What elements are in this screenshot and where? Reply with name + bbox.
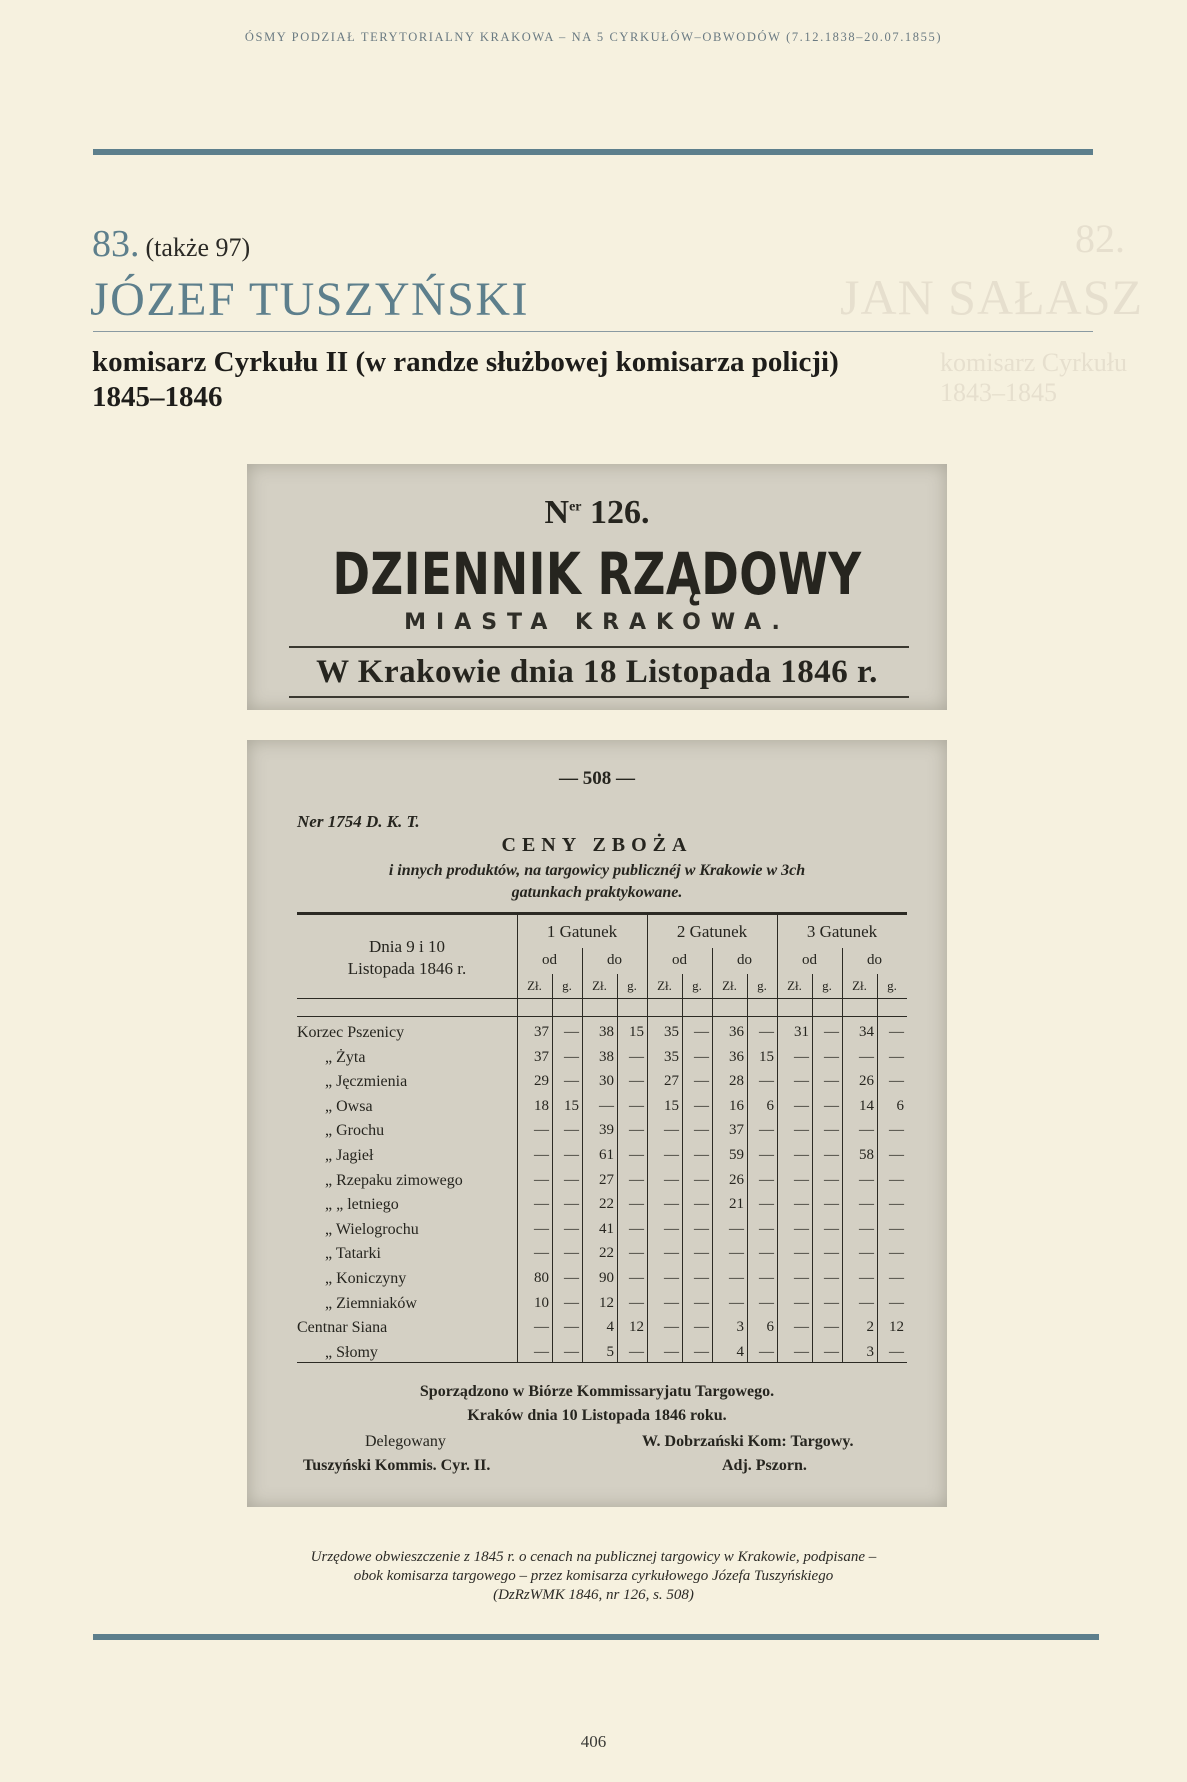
product-name: „ Grochu xyxy=(325,1122,385,1140)
table-cell: — xyxy=(564,1319,579,1336)
table-cell: — xyxy=(664,1343,679,1360)
grade-header: 1 Gatunek xyxy=(546,922,618,941)
table-cell: 16 xyxy=(729,1097,744,1114)
masthead-rule xyxy=(289,646,909,648)
table-cell: — xyxy=(534,1319,549,1336)
table-cell: — xyxy=(694,1220,709,1237)
table-cell: — xyxy=(694,1048,709,1065)
table-cell: — xyxy=(794,1270,809,1286)
notice-title: CENY ZBOŻA xyxy=(501,834,693,856)
table-cell: — xyxy=(629,1196,644,1213)
table-cell: — xyxy=(694,1122,709,1139)
table-cell: 61 xyxy=(599,1147,614,1163)
table-cell: — xyxy=(629,1245,644,1262)
from-header: od xyxy=(802,952,817,968)
table-cell: — xyxy=(824,1097,839,1114)
table-cell: 5 xyxy=(606,1343,614,1360)
table-cell: 37 xyxy=(729,1122,744,1139)
product-name: „ Owsa xyxy=(325,1097,373,1115)
table-cell: — xyxy=(759,1245,774,1262)
product-name: „ Żyta xyxy=(325,1048,366,1066)
table-cell: 15 xyxy=(664,1097,679,1114)
to-header: do xyxy=(737,952,752,968)
table-cell: — xyxy=(824,1073,839,1090)
table-cell: — xyxy=(534,1122,549,1139)
unit-g: g. xyxy=(562,978,572,993)
table-cell: — xyxy=(759,1294,774,1311)
table-rule xyxy=(297,998,907,999)
table-cell: — xyxy=(664,1171,679,1188)
entry-cross-reference: (także 97) xyxy=(145,233,251,262)
table-date-header: Dnia 9 i 10 Listopada 1846 r. xyxy=(347,937,467,978)
table-cell: 36 xyxy=(729,1048,744,1065)
table-cell: — xyxy=(824,1245,839,1262)
table-cell: — xyxy=(564,1270,579,1286)
figure-caption: Urzędowe obwieszczenie z 1845 r. o cenach na publicznej targowicy w Krakowie, podpisane – obok komisarza targowego – przez komisarza cyrkułowego Józefa Tuszyńskiego (DzRzWMK 1846, nr 126, s. 508) xyxy=(310,1549,877,1603)
adjunct-signature: Adj. Pszorn. xyxy=(722,1457,807,1474)
table-cell: — xyxy=(889,1270,904,1286)
unit-g: g. xyxy=(887,978,897,993)
table-cell: — xyxy=(629,1073,644,1090)
table-cell: — xyxy=(889,1196,904,1213)
table-cell: 38 xyxy=(599,1048,614,1065)
table-rule xyxy=(297,912,907,915)
bleed-through-name: JAN SAŁASZ xyxy=(840,269,1144,325)
table-cell: — xyxy=(564,1048,579,1065)
running-head: ÓSMY PODZIAŁ TERYTORIALNY KRAKOWA – NA 5 CYRKUŁÓW–OBWODÓW (7.12.1838–20.07.1855) xyxy=(244,30,943,44)
table-cell: — xyxy=(794,1220,809,1237)
unit-zl: Zł. xyxy=(592,978,607,993)
table-cell: — xyxy=(664,1196,679,1213)
unit-zl: Zł. xyxy=(787,978,802,993)
table-cell: — xyxy=(859,1122,874,1139)
notice-subtitle: gatunkach praktykowane. xyxy=(511,884,683,901)
notice-subtitle: i innych produktów, na targowicy publicznéj w Krakowie w 3ch xyxy=(388,862,806,879)
table-cell: 35 xyxy=(664,1024,679,1040)
product-name: „ Koniczyny xyxy=(325,1270,407,1287)
table-cell: 14 xyxy=(859,1097,874,1114)
table-cell: — xyxy=(729,1294,744,1311)
newspaper-title: DZIENNIK RZĄDOWY xyxy=(332,540,862,608)
table-cell: 37 xyxy=(534,1048,549,1065)
person-role: komisarz Cyrkułu II (w randze służbowej komisarza policji) xyxy=(92,346,839,378)
table-cell: 2 xyxy=(866,1319,874,1336)
table-cell: — xyxy=(629,1270,644,1286)
table-cell: 27 xyxy=(599,1171,614,1188)
product-name: „ Tatarki xyxy=(325,1245,381,1263)
table-cell: 35 xyxy=(664,1048,679,1065)
product-name: „ Jagieł xyxy=(325,1147,374,1164)
table-cell: — xyxy=(534,1343,549,1360)
table-cell: — xyxy=(759,1270,774,1286)
table-cell: 15 xyxy=(564,1097,579,1114)
table-cell: — xyxy=(859,1245,874,1262)
to-header: do xyxy=(607,952,622,968)
table-cell: — xyxy=(629,1147,644,1163)
table-cell: — xyxy=(694,1073,709,1090)
table-cell: 12 xyxy=(889,1319,904,1336)
table-cell: — xyxy=(859,1048,874,1065)
table-row-label xyxy=(297,1344,517,1369)
table-cell: — xyxy=(794,1343,809,1360)
table-cell: — xyxy=(889,1171,904,1188)
issue-number: $N^{er}$ 126. xyxy=(544,494,650,531)
table-cell: — xyxy=(759,1147,774,1163)
table-cell: — xyxy=(564,1245,579,1262)
table-cell: — xyxy=(534,1245,549,1262)
table-cell: — xyxy=(859,1196,874,1213)
table-cell: 21 xyxy=(729,1196,744,1213)
table-cell: — xyxy=(859,1220,874,1237)
table-row-label xyxy=(297,1319,517,1344)
table-row-label xyxy=(297,1073,517,1098)
table-cell: 58 xyxy=(859,1147,874,1163)
table-cell: 59 xyxy=(729,1147,744,1163)
unit-zl: Zł. xyxy=(657,978,672,993)
table-cell: — xyxy=(629,1097,644,1114)
table-cell: — xyxy=(794,1147,809,1163)
table-cell: — xyxy=(564,1220,579,1237)
table-cell: — xyxy=(889,1048,904,1065)
unit-g: g. xyxy=(822,978,832,993)
table-cell: — xyxy=(694,1196,709,1213)
table-cell: — xyxy=(629,1294,644,1311)
person-name: JÓZEF TUSZYŃSKI xyxy=(90,273,529,326)
table-cell: 6 xyxy=(766,1097,774,1114)
table-cell: — xyxy=(729,1245,744,1262)
masthead-rule xyxy=(289,696,909,698)
table-cell: — xyxy=(889,1024,904,1040)
table-row-label xyxy=(297,1147,517,1172)
table-cell: — xyxy=(534,1171,549,1188)
district-commissioner-signature: Tuszyński Kommis. Cyr. II. xyxy=(303,1457,491,1474)
table-cell: 10 xyxy=(534,1294,549,1311)
table-cell: — xyxy=(794,1048,809,1065)
table-cell: — xyxy=(629,1122,644,1139)
grade-header: 3 Gatunek xyxy=(806,922,878,941)
table-cell: — xyxy=(629,1343,644,1360)
table-cell: — xyxy=(759,1171,774,1188)
table-cell: — xyxy=(824,1147,839,1163)
table-row-label xyxy=(297,1270,517,1295)
table-cell: 12 xyxy=(629,1319,644,1336)
bleed-through-role: komisarz Cyrkułu xyxy=(940,348,1128,377)
table-row-label xyxy=(297,1221,517,1246)
table-cell: — xyxy=(889,1220,904,1237)
table-cell: 38 xyxy=(599,1024,614,1040)
table-cell: — xyxy=(824,1220,839,1237)
table-cell: — xyxy=(694,1245,709,1262)
table-cell: 90 xyxy=(599,1270,614,1286)
product-name: „ Wielogrochu xyxy=(325,1220,419,1238)
table-cell: — xyxy=(564,1024,579,1040)
table-cell: — xyxy=(534,1196,549,1213)
table-cell: — xyxy=(564,1196,579,1213)
table-cell: — xyxy=(794,1171,809,1188)
bleed-through-number: 82. xyxy=(1075,216,1125,261)
price-notice-scan xyxy=(247,740,947,1507)
table-cell: — xyxy=(759,1122,774,1139)
newspaper-subtitle: MIASTA KRAKOWA. xyxy=(404,610,790,635)
table-cell: 80 xyxy=(534,1270,549,1286)
table-cell: — xyxy=(564,1147,579,1163)
table-cell: — xyxy=(759,1220,774,1237)
table-cell: 4 xyxy=(606,1319,614,1336)
product-name: „ Rzepaku zimowego xyxy=(325,1171,463,1189)
product-name: „ Ziemniaków xyxy=(325,1294,417,1312)
table-cell: — xyxy=(694,1319,709,1336)
table-row-label xyxy=(297,1024,517,1049)
top-rule xyxy=(93,149,1093,155)
table-cell: — xyxy=(694,1270,709,1286)
table-cell: — xyxy=(794,1294,809,1311)
issue-place-date: Kraków dnia 10 Listopada 1846 roku. xyxy=(467,1407,727,1424)
entry-number: 83. xyxy=(92,223,140,265)
table-cell: 29 xyxy=(534,1073,549,1090)
unit-g: g. xyxy=(757,978,767,993)
table-cell: — xyxy=(664,1122,679,1139)
table-cell: — xyxy=(824,1171,839,1188)
table-cell: 6 xyxy=(766,1319,774,1336)
table-cell: — xyxy=(664,1245,679,1262)
table-cell: — xyxy=(824,1122,839,1139)
name-rule xyxy=(93,331,1093,332)
table-cell: — xyxy=(759,1343,774,1360)
table-row-label xyxy=(297,1049,517,1074)
bottom-rule xyxy=(93,1634,1099,1640)
table-row-label xyxy=(297,1245,517,1270)
table-cell: 39 xyxy=(599,1122,614,1139)
table-row-label xyxy=(297,1172,517,1197)
table-cell: — xyxy=(824,1048,839,1065)
delegate-label: Delegowany xyxy=(365,1433,446,1450)
table-cell: — xyxy=(759,1024,774,1040)
table-cell: — xyxy=(694,1294,709,1311)
product-name: Centnar Siana xyxy=(297,1319,388,1337)
table-cell: 18 xyxy=(534,1097,549,1114)
table-cell: — xyxy=(859,1270,874,1286)
table-cell: — xyxy=(859,1294,874,1311)
table-cell: 26 xyxy=(729,1171,744,1188)
table-cell: — xyxy=(694,1171,709,1188)
table-cell: 4 xyxy=(736,1343,744,1360)
page-number: 406 xyxy=(580,1732,607,1751)
to-header: do xyxy=(867,952,882,968)
table-cell: — xyxy=(664,1220,679,1237)
table-cell: 12 xyxy=(599,1294,614,1311)
table-row-label xyxy=(297,1196,517,1221)
unit-g: g. xyxy=(627,978,637,993)
table-cell: — xyxy=(664,1294,679,1311)
table-cell: — xyxy=(664,1319,679,1336)
from-header: od xyxy=(542,952,557,968)
person-years: 1845–1846 xyxy=(92,381,223,413)
table-cell: — xyxy=(824,1024,839,1040)
table-cell: 15 xyxy=(629,1024,644,1040)
table-cell: 41 xyxy=(599,1220,614,1237)
table-cell: — xyxy=(564,1073,579,1090)
from-header: od xyxy=(672,952,687,968)
table-cell: — xyxy=(889,1245,904,1262)
table-cell: — xyxy=(794,1245,809,1262)
table-cell: — xyxy=(534,1147,549,1163)
table-cell: — xyxy=(564,1171,579,1188)
table-cell: — xyxy=(759,1073,774,1090)
table-cell: 22 xyxy=(599,1245,614,1262)
table-cell: — xyxy=(664,1270,679,1286)
table-cell: — xyxy=(729,1220,744,1237)
table-cell: 6 xyxy=(896,1097,904,1114)
table-cell: — xyxy=(629,1048,644,1065)
table-cell: — xyxy=(564,1122,579,1139)
table-cell: — xyxy=(664,1147,679,1163)
entry-number-line xyxy=(92,222,250,266)
table-cell: 28 xyxy=(729,1073,744,1090)
table-cell: — xyxy=(694,1097,709,1114)
table-cell: — xyxy=(889,1343,904,1360)
table-cell: — xyxy=(794,1122,809,1139)
table-cell: — xyxy=(824,1343,839,1360)
table-rule xyxy=(297,1016,907,1017)
grade-header: 2 Gatunek xyxy=(676,922,748,941)
table-cell: — xyxy=(889,1122,904,1139)
table-cell: — xyxy=(794,1319,809,1336)
table-cell: — xyxy=(889,1147,904,1163)
unit-zl: Zł. xyxy=(852,978,867,993)
market-commissioner-signature: W. Dobrzański Kom: Targowy. xyxy=(642,1433,854,1450)
masthead-scan xyxy=(247,464,947,710)
table-cell: — xyxy=(794,1073,809,1090)
issuing-office: Sporządzono w Biórze Kommissaryjatu Targowego. xyxy=(419,1383,775,1400)
unit-zl: Zł. xyxy=(722,978,737,993)
table-row-label xyxy=(297,1098,517,1123)
table-cell: — xyxy=(629,1171,644,1188)
bleed-through-years: 1843–1845 xyxy=(940,378,1057,407)
table-cell: — xyxy=(794,1196,809,1213)
table-cell: — xyxy=(824,1319,839,1336)
table-cell: 37 xyxy=(534,1024,549,1040)
table-cell: 26 xyxy=(859,1073,874,1090)
table-cell: 22 xyxy=(599,1196,614,1213)
table-cell: 31 xyxy=(794,1024,809,1040)
table-cell: — xyxy=(564,1343,579,1360)
table-cell: — xyxy=(629,1220,644,1237)
table-cell: 15 xyxy=(759,1048,774,1065)
table-cell: 30 xyxy=(599,1073,614,1090)
table-cell: — xyxy=(759,1196,774,1213)
table-cell: — xyxy=(694,1343,709,1360)
unit-g: g. xyxy=(692,978,702,993)
table-cell: — xyxy=(794,1097,809,1114)
table-cell: — xyxy=(694,1024,709,1040)
table-cell: — xyxy=(859,1171,874,1188)
table-cell: — xyxy=(694,1147,709,1163)
table-cell: — xyxy=(889,1073,904,1090)
table-cell: 34 xyxy=(859,1024,874,1040)
product-name: „ Słomy xyxy=(325,1343,378,1361)
table-cell: — xyxy=(599,1097,614,1114)
unit-zl: Zł. xyxy=(527,978,542,993)
table-cell: — xyxy=(824,1196,839,1213)
table-cell: 3 xyxy=(866,1343,874,1360)
table-cell: — xyxy=(564,1294,579,1311)
table-cell: 27 xyxy=(664,1073,679,1090)
table-cell: — xyxy=(889,1294,904,1311)
table-cell: 36 xyxy=(729,1024,744,1040)
document-number: Ner 1754 D. K. T. xyxy=(297,812,420,831)
table-row-label xyxy=(297,1295,517,1320)
product-name: „ Jęczmienia xyxy=(325,1073,408,1091)
newspaper-page-number: — 508 — xyxy=(559,768,635,789)
table-cell: — xyxy=(534,1220,549,1237)
table-cell: — xyxy=(729,1270,744,1286)
product-name: „ „ letniego xyxy=(325,1196,399,1214)
table-cell: 3 xyxy=(736,1319,744,1336)
table-cell: — xyxy=(824,1294,839,1311)
product-name: Korzec Pszenicy xyxy=(297,1024,405,1041)
issue-date: W Krakowie dnia 18 Listopada 1846 r. xyxy=(316,654,878,690)
table-cell: — xyxy=(824,1270,839,1286)
table-row-label xyxy=(297,1122,517,1147)
